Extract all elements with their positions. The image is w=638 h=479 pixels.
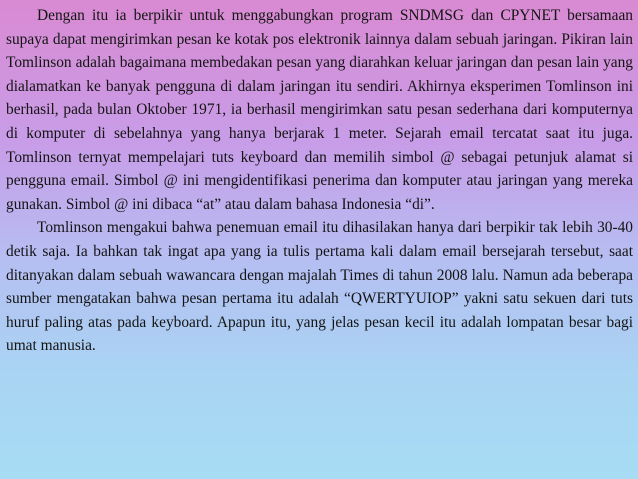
paragraph-2: Tomlinson mengakui bahwa penemuan email itu dihasilakan hanya dari berpikir tak lebih 30-40 detik saja. Ia bahkan tak ingat apa yang ia tulis pertama kali dalam email bersejarah tersebut, saat ditanyakan dalam sebuah wawancara dengan majalah Times di tahun 2008 lalu. Namun ada beberapa sumber mengatakan bahwa pesan pertama itu adalah “QWERTYUIOP” yakni satu sekuen dari tuts huruf paling atas pada keyboard. Apapun itu, yang jelas pesan kecil itu adalah lompatan besar bagi umat manusia. bbox=[6, 219, 633, 355]
paragraph-1: Dengan itu ia berpikir untuk menggabungkan program SNDMSG dan CPYNET bersamaan supaya dapat mengirimkan pesan ke kotak pos elektronik lainnya dalam sebuah jaringan. Pikiran lain Tomlinson adalah bagaimana membedakan pesan yang diarahkan keluar jaringan dan pesan lain yang dialamatkan ke banyak pengguna di dalam jaringan itu sendiri. Akhirnya eksperimen Tomlinson ini berhasil, pada bulan Oktober 1971, ia berhasil mengirimkan satu pesan sederhana dari komputernya di komputer di sebelahnya yang hanya berjarak 1 meter. Sejarah email tercatat saat itu juga. Tomlinson ternyat mempelajari tuts keyboard dan memilih simbol @ sebagai petunjuk alamat si pengguna email. Simbol @ ini mengidentifikasi penerima dan komputer atau jaringan yang mereka gunakan. Simbol @ ini dibaca “at” atau dalam bahasa Indonesia “di”. bbox=[6, 7, 633, 213]
document-body bbox=[6, 4, 633, 358]
